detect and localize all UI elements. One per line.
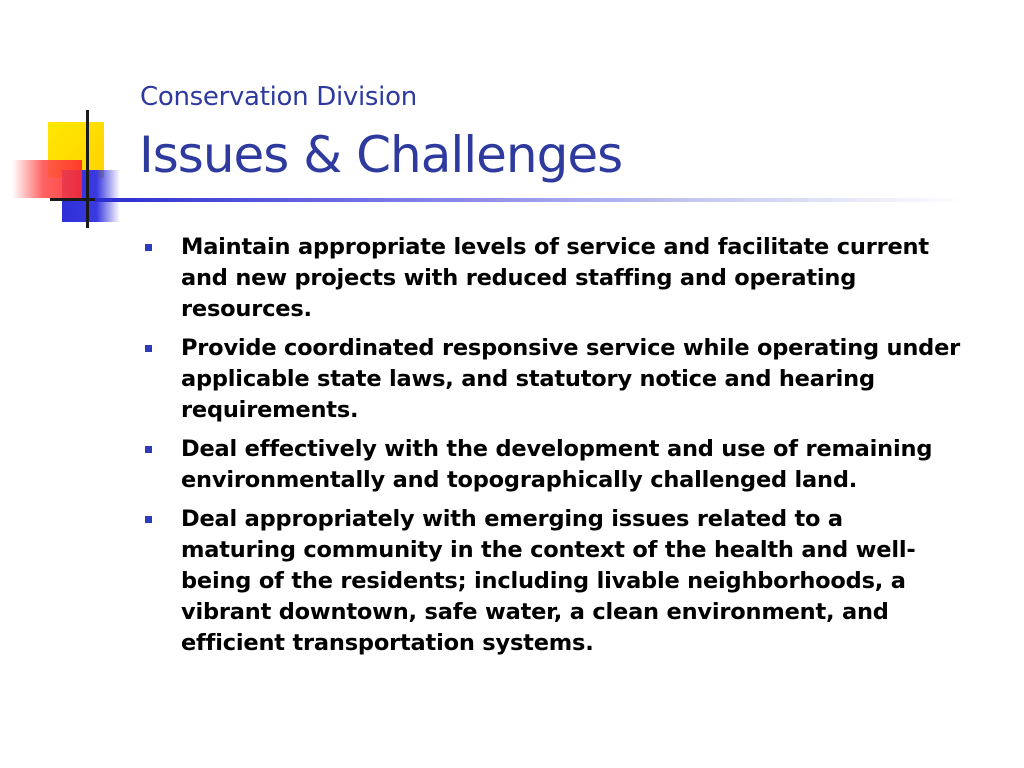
title-underline: [95, 198, 965, 202]
square-bullet-icon: [145, 446, 152, 453]
bullet-text: Maintain appropriate levels of service and facilitate current and new projects with reduced staffing and operating resources.: [181, 234, 929, 322]
square-bullet-icon: [145, 345, 152, 352]
bullet-item: [145, 434, 965, 496]
vertical-line: [86, 110, 89, 228]
square-bullet-icon: [145, 244, 152, 251]
bullet-text: Provide coordinated responsive service while operating under applicable state laws, and statutory notice and hearing requirements.: [181, 335, 961, 423]
bullet-item: [145, 504, 965, 659]
slide-subtitle: Conservation Division: [140, 82, 417, 112]
bullet-text: Deal appropriately with emerging issues related to a maturing community in the context of the health and well-being of the residents; including livable neighborhoods, a vibrant downtown, safe water, a clean environment, and efficient transportation systems.: [181, 506, 916, 656]
bullet-text: Deal effectively with the development and use of remaining environmentally and topographically challenged land.: [181, 436, 933, 493]
slide-title: Issues & Challenges: [139, 126, 623, 184]
bullet-list: [145, 232, 965, 667]
red-square: [12, 160, 82, 198]
bullet-item: [145, 333, 965, 426]
square-bullet-icon: [145, 516, 152, 523]
bullet-item: [145, 232, 965, 325]
